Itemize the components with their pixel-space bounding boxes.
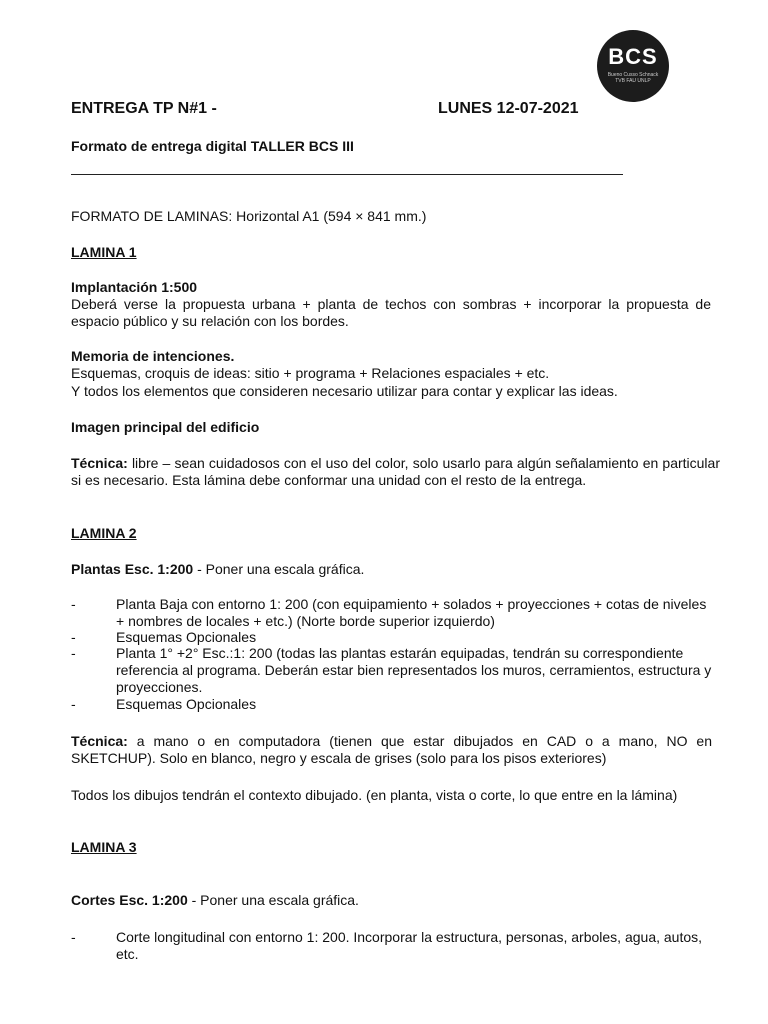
tecnica-1-paragraph	[71, 455, 720, 489]
lamina-3-heading: LAMINA 3	[71, 839, 137, 855]
list-dash: -	[71, 645, 76, 661]
plantas-line	[71, 561, 364, 578]
lamina-1-heading: LAMINA 1	[71, 244, 137, 260]
tecnica-1-text: libre – sean cuidadosos con el uso del color, solo usarlo para algún señalamiento en particular si es necesario. Esta lámina debe conformar una unidad con el resto de la entrega.	[71, 455, 720, 488]
logo-mark: BCS	[608, 44, 658, 69]
imagen-title: Imagen principal del edificio	[71, 419, 260, 435]
cortes-list	[71, 929, 721, 969]
implantacion-text: Deberá verse la propuesta urbana + planta de techos con sombras + incorporar la propuesta de espacio público y su relación con los bordes.	[71, 296, 711, 329]
memoria-line-2: Y todos los elementos que consideren necesario utilizar para contar y explicar las ideas.	[71, 383, 618, 399]
list-dash: -	[71, 696, 76, 712]
bcs-logo	[597, 30, 669, 102]
implantacion-title: Implantación 1:500	[71, 279, 198, 295]
subtitle: Formato de entrega digital TALLER BCS III	[71, 138, 354, 154]
divider	[71, 174, 623, 175]
lamina-2-heading: LAMINA 2	[71, 525, 137, 541]
list-item-text: Esquemas Opcionales	[116, 696, 257, 712]
cortes-label: Cortes Esc. 1:200	[71, 892, 188, 908]
tecnica-2-label: Técnica:	[71, 733, 128, 749]
memoria-title: Memoria de intenciones.	[71, 348, 235, 364]
cortes-text: - Poner una escala gráfica.	[187, 892, 359, 908]
list-dash: -	[71, 596, 76, 612]
tecnica-1-label: Técnica:	[71, 455, 128, 471]
memoria-line-1: Esquemas, croquis de ideas: sitio + programa + Relaciones espaciales + etc.	[71, 365, 550, 381]
list-dash: -	[71, 629, 76, 645]
contexto-line: Todos los dibujos tendrán el contexto dibujado. (en planta, vista o corte, lo que entre en la lámina)	[71, 787, 678, 803]
list-item-text: Planta 1° +2° Esc.:1: 200 (todas las plantas estarán equipadas, tendrán su correspondiente referencia al programa. Deberán estar bien representados los muros, cerramientos, estructura y proyecciones.	[116, 645, 712, 695]
formato-line	[71, 208, 426, 225]
plantas-label: Plantas Esc. 1:200	[71, 561, 194, 577]
list-item-text: Esquemas Opcionales	[116, 629, 257, 645]
tecnica-2-text: a mano o en computadora (tienen que estar dibujados en CAD o a mano, NO en SKETCHUP). Solo en blanco, negro y escala de grises (solo para los pisos exteriores)	[71, 733, 712, 766]
list-item-text: Corte longitudinal con entorno 1: 200. Incorporar la estructura, personas, arboles, agua, autos, etc.	[116, 929, 703, 962]
formato-value: Horizontal A1 (594 × 841 mm.)	[236, 208, 427, 224]
logo-caption: Bueno Cusso Schnack TVB FAU UNLP	[607, 72, 659, 84]
formato-label: FORMATO DE LAMINAS:	[71, 208, 233, 224]
list-dash: -	[71, 929, 76, 945]
plantas-list	[71, 596, 721, 716]
tecnica-2-paragraph	[71, 733, 712, 767]
header-date: LUNES 12-07-2021	[438, 100, 579, 117]
list-item-text: Planta Baja con entorno 1: 200 (con equipamiento + solados + proyecciones + cotas de niveles + nombres de locales + etc.) (Norte borde superior izquierdo)	[116, 596, 707, 629]
cortes-line	[71, 892, 359, 909]
plantas-text: - Poner una escala gráfica.	[193, 561, 365, 577]
header-title: ENTREGA TP N#1 -	[71, 100, 217, 117]
